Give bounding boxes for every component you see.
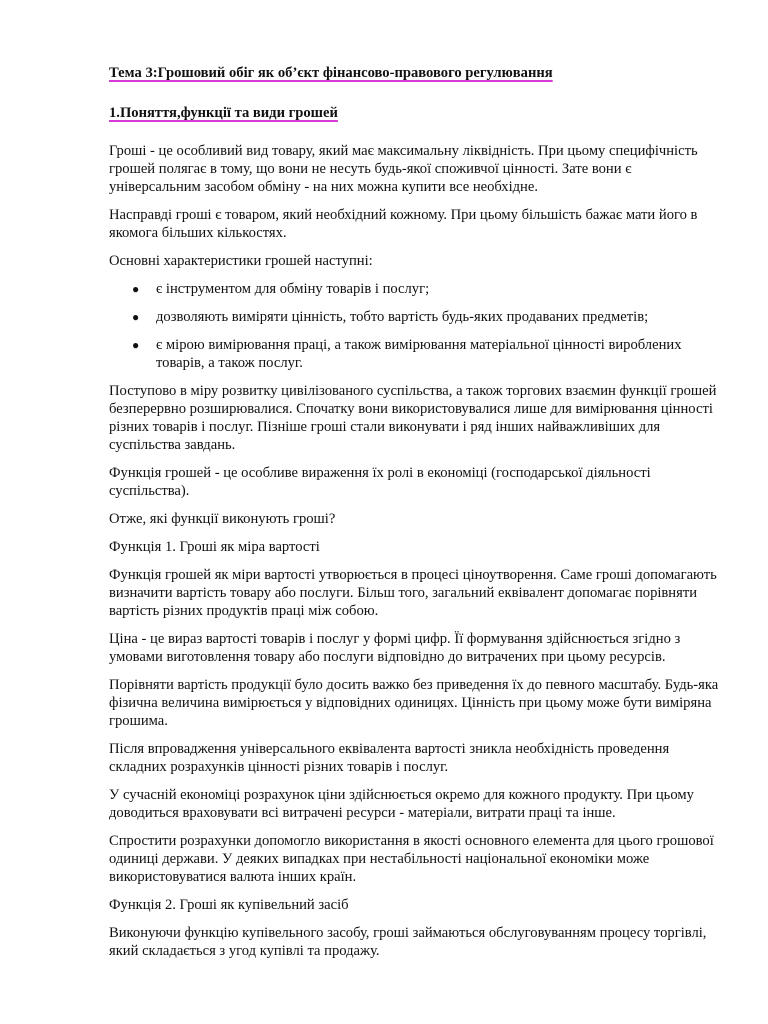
paragraph: Після впровадження універсального еквівалента вартості зникла необхідність проведення складних розрахунків цінності різних товарів і послуг. — [109, 741, 670, 775]
paragraph: Отже, які функції виконують гроші? — [109, 511, 336, 527]
function-1-heading: Функція 1. Гроші як міра вартості — [109, 539, 320, 555]
list-item-text: дозволяють виміряти цінність, тобто вартість будь-яких продаваних предметів; — [156, 309, 649, 325]
paragraph: Насправді гроші є товаром, який необхідний кожному. При цьому більшість бажає мати його в якомога більших кількостях. — [109, 207, 698, 241]
section-title: 1.Поняття,функції та види грошей — [109, 105, 338, 121]
paragraph: Порівняти вартість продукції було досить важко без приведення їх до певного масштабу. Будь-яка фізична величина вимірюється у відповідних одиницях. Цінність при цьому може бути виміряна грошима. — [109, 677, 719, 729]
paragraph: Основні характеристики грошей наступні: — [109, 253, 373, 269]
paragraph: У сучасній економіці розрахунок ціни здійснюється окремо для кожного продукту. При цьому доводиться враховувати всі витрачені ресурси - матеріали, витрати праці та інше. — [109, 787, 694, 821]
paragraph: Виконуючи функцію купівельного засобу, гроші займаються обслуговуванням процесу торгівлі, який складається з угод купівлі та продажу. — [109, 925, 707, 959]
list-item-text: є мірою вимірювання праці, а також вимірювання матеріальної цінності вироблених товарів, а також послуг. — [156, 337, 682, 371]
list-item — [109, 336, 719, 372]
bullet-icon: ● — [132, 282, 140, 296]
document-title: Тема 3:Грошовий обіг як об’єкт фінансово-правового регулювання — [109, 65, 553, 81]
paragraph: Ціна - це вираз вартості товарів і послуг у формі цифр. Її формування здійснюється згідно з умовами виготовлення товару або послуги відповідно до витрачених при цьому ресурсів. — [109, 631, 681, 665]
list-item — [109, 280, 719, 298]
paragraph: Функція грошей - це особливе вираження їх ролі в економіці (господарської діяльності суспільства). — [109, 465, 651, 499]
bullet-icon: ● — [132, 338, 140, 352]
paragraph: Спростити розрахунки допомогло використання в якості основного елемента для цього грошової одиниці держави. У деяких випадках при нестабільності національної економіки може використовуватися валюта інших країн. — [109, 833, 714, 885]
list-item — [109, 308, 719, 326]
document-page — [109, 64, 719, 970]
document-title-block — [109, 64, 719, 92]
paragraph: Гроші - це особливий вид товару, який має максимальну ліквідність. При цьому специфічність грошей полягає в тому, що вони не несуть будь-якої споживчої цінності. Зате вони є універсальним засобом обміну - на них можна купити все необхідне. — [109, 143, 698, 195]
function-2-heading: Функція 2. Гроші як купівельний засіб — [109, 897, 349, 913]
section-title-block — [109, 104, 719, 132]
list-item-text: є інструментом для обміну товарів і послуг; — [156, 281, 430, 297]
paragraph: Поступово в міру розвитку цивілізованого суспільства, а також торгових взаємин функції грошей безперервно розширювалися. Спочатку вони використовувалися лише для вимірювання цінності різних товарів і послуг. Пізніше гроші стали виконувати і ряд інших найважливіших для суспільства завдань. — [109, 383, 717, 453]
paragraph: Функція грошей як міри вартості утворюється в процесі ціноутворення. Саме гроші допомагають визначити вартість товару або послуги. Більш того, загальний еквівалент допомагає порівняти вартість різних продуктів праці між собою. — [109, 567, 717, 619]
characteristics-list — [109, 280, 719, 372]
bullet-icon: ● — [132, 310, 140, 324]
